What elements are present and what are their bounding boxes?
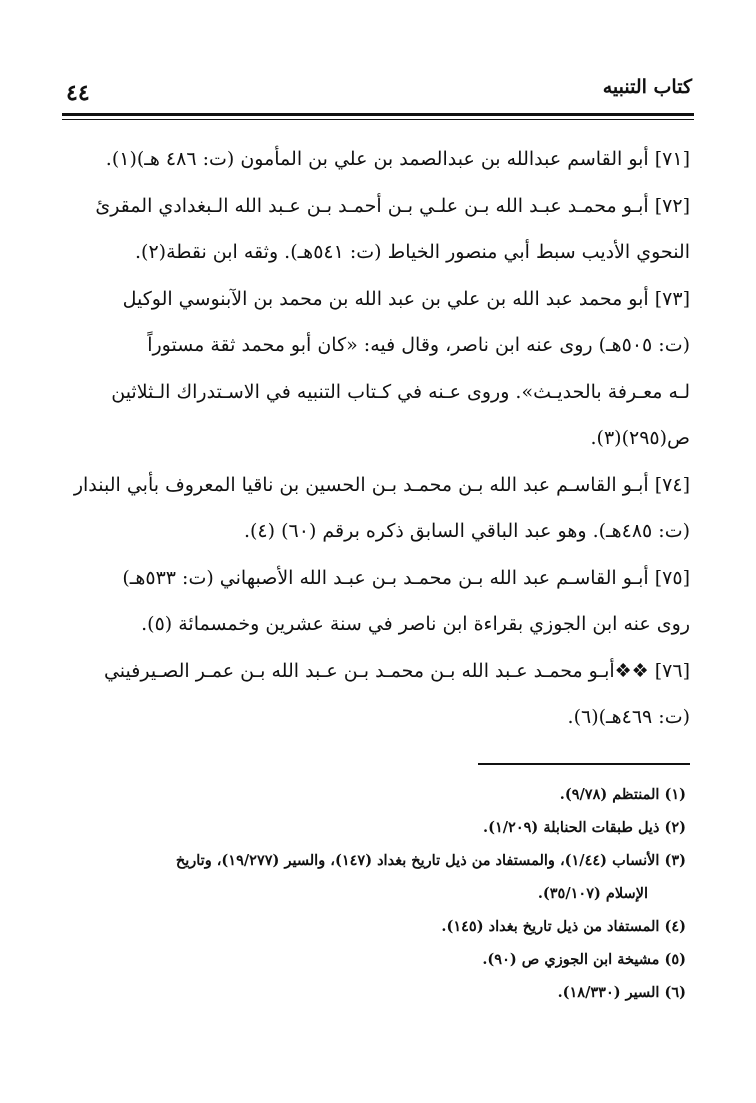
entry-73 xyxy=(68,276,690,462)
footnote-line: (٤) المستفاد من ذيل تاريخ بغداد (١٤٥). xyxy=(441,918,686,935)
entry-74 xyxy=(68,462,690,555)
entry-76 xyxy=(68,648,690,741)
entry-line: لـه معـرفة بالحديـث». وروى عـنه في كـتاب التنبيه في الاسـتدراك الـثلاثين xyxy=(111,380,690,403)
page-header xyxy=(66,74,692,114)
main-text xyxy=(68,136,690,741)
footnote-3 xyxy=(66,844,686,910)
footnotes xyxy=(66,778,686,1009)
entry-line: (ت: ٤٦٩هـ)(٦). xyxy=(567,706,690,728)
footnote-1 xyxy=(66,778,686,811)
entry-line: النحوي الأديب سبط أبي منصور الخياط (ت: ٥٤١هـ). وثقه ابن نقطة(٢). xyxy=(135,241,690,263)
entry-71 xyxy=(68,136,690,183)
entry-line: [٧٦] ❖❖أبـو محمـد عـبد الله بـن محمـد بـن عـبد الله بـن عمـر الصـيرفيني xyxy=(103,659,690,682)
header-rule-thin xyxy=(62,119,694,120)
entry-line: (ت: ٤٨٥هـ). وهو عبد الباقي السابق ذكره برقم (٦٠) (٤). xyxy=(243,520,690,542)
running-title: كتاب التنبيه xyxy=(602,76,692,98)
entry-72 xyxy=(68,183,690,276)
footnote-line: (٦) السير (١٨/٣٣٠). xyxy=(557,984,686,1001)
entry-line: [٧٣] أبو محمد عبد الله بن علي بن عبد الله بن محمد بن الآبنوسي الوكيل xyxy=(122,287,690,310)
footnote-line: (١) المنتظم (٩/٧٨). xyxy=(559,786,686,803)
entry-75 xyxy=(68,555,690,648)
footnote-5 xyxy=(66,943,686,976)
header-rule-thick xyxy=(62,113,694,116)
entry-line: [٧٥] أبـو القاسـم عبد الله بـن محمـد بـن عبـد الله الأصبهاني (ت: ٥٣٣هـ) xyxy=(122,566,690,589)
footnote-separator xyxy=(478,763,690,765)
footnote-line: الإسلام (٣٥/١٠٧). xyxy=(537,885,648,902)
footnote-6 xyxy=(66,976,686,1009)
entry-line: ص(٢٩٥)(٣). xyxy=(590,427,690,449)
footnote-line: (٢) ذيل طبقات الحنابلة (١/٢٠٩). xyxy=(483,819,686,836)
footnote-4 xyxy=(66,910,686,943)
entry-line: [٧٤] أبـو القاسـم عبد الله بـن محمـد بـن الحسين بن ناقيا المعروف بأبي البندار xyxy=(73,473,690,496)
entry-line: (ت: ٥٠٥هـ) روى عنه ابن ناصر، وقال فيه: «كان أبو محمد ثقة مستوراً xyxy=(147,334,690,356)
entry-line: روى عنه ابن الجوزي بقراءة ابن ناصر في سنة عشرين وخمسمائة (٥). xyxy=(141,613,690,635)
entry-line: [٧٢] أبـو محمـد عبـد الله بـن علـي بـن أحمـد بـن عـبد الله الـبغدادي المقرئ xyxy=(95,194,690,217)
footnote-line: (٣) الأنساب (١/٤٤)، والمستفاد من ذيل تاريخ بغداد (١٤٧)، والسير (١٩/٢٧٧)، وتاريخ xyxy=(175,852,686,869)
entry-line: [٧١] أبو القاسم عبدالله بن عبدالصمد بن علي بن المأمون (ت: ٤٨٦ هـ)(١). xyxy=(105,148,690,170)
footnote-2 xyxy=(66,811,686,844)
page-number: ٤٤ xyxy=(66,80,90,106)
footnote-line: (٥) مشيخة ابن الجوزي ص (٩٠). xyxy=(482,951,686,968)
